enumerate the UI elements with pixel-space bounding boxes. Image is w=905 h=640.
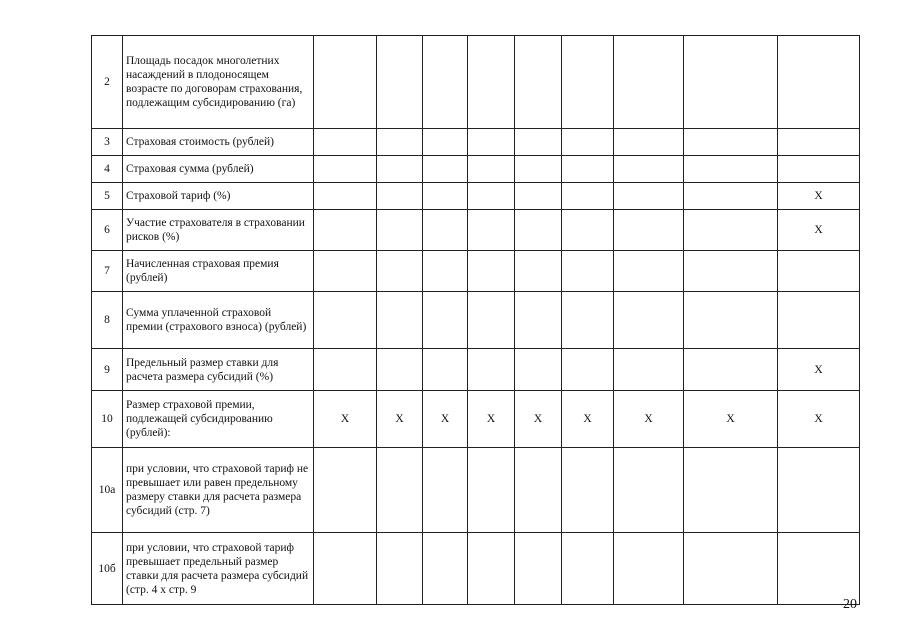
data-cell <box>614 210 684 251</box>
subsidy-calculation-table <box>91 35 860 605</box>
data-cell <box>684 183 778 210</box>
table-row <box>92 349 860 391</box>
row-description: Начисленная страховая премия (рублей) <box>123 251 314 292</box>
data-cell <box>562 129 614 156</box>
data-cell <box>778 129 860 156</box>
data-cell <box>515 251 562 292</box>
page-number: 20 <box>843 597 857 612</box>
data-cell <box>314 36 377 129</box>
table-row <box>92 448 860 533</box>
data-cell: X <box>515 391 562 448</box>
data-cell <box>562 533 614 605</box>
row-number: 8 <box>92 292 123 349</box>
data-cell <box>314 129 377 156</box>
data-cell <box>314 251 377 292</box>
data-cell <box>515 36 562 129</box>
row-description: Участие страхователя в страховании рисков (%) <box>123 210 314 251</box>
data-cell <box>614 183 684 210</box>
data-cell <box>778 533 860 605</box>
table-row <box>92 129 860 156</box>
data-cell <box>515 349 562 391</box>
data-cell <box>614 448 684 533</box>
data-cell <box>423 210 468 251</box>
data-cell <box>468 210 515 251</box>
data-cell <box>314 210 377 251</box>
data-cell <box>423 292 468 349</box>
table-row <box>92 36 860 129</box>
data-cell <box>377 349 423 391</box>
data-cell: X <box>684 391 778 448</box>
row-description: Площадь посадок многолетних насаждений в плодоносящем возрасте по договорам страхования, подлежащим субсидированию (га) <box>123 36 314 129</box>
row-number: 3 <box>92 129 123 156</box>
table-row <box>92 533 860 605</box>
data-cell <box>377 210 423 251</box>
data-cell <box>614 36 684 129</box>
data-cell <box>515 183 562 210</box>
data-cell <box>684 156 778 183</box>
data-cell <box>684 292 778 349</box>
data-cell <box>614 129 684 156</box>
table-row <box>92 391 860 448</box>
data-cell <box>423 129 468 156</box>
data-cell <box>423 533 468 605</box>
data-cell: X <box>377 391 423 448</box>
data-cell <box>562 448 614 533</box>
data-cell <box>468 36 515 129</box>
row-description: Страховая сумма (рублей) <box>123 156 314 183</box>
data-cell: X <box>614 391 684 448</box>
data-cell <box>377 292 423 349</box>
row-description: Предельный размер ставки для расчета размера субсидий (%) <box>123 349 314 391</box>
data-cell <box>684 129 778 156</box>
data-cell: X <box>778 210 860 251</box>
data-cell <box>423 183 468 210</box>
data-cell <box>423 156 468 183</box>
data-cell <box>515 156 562 183</box>
data-cell <box>684 448 778 533</box>
data-cell: X <box>778 183 860 210</box>
data-cell <box>515 210 562 251</box>
data-cell <box>377 156 423 183</box>
data-cell <box>314 448 377 533</box>
data-cell <box>377 533 423 605</box>
table-row <box>92 251 860 292</box>
data-cell <box>468 251 515 292</box>
data-cell <box>614 251 684 292</box>
data-cell <box>377 36 423 129</box>
data-cell <box>377 183 423 210</box>
data-cell <box>614 292 684 349</box>
data-cell: X <box>468 391 515 448</box>
data-cell <box>314 156 377 183</box>
data-cell <box>684 533 778 605</box>
data-cell <box>423 349 468 391</box>
data-cell <box>377 448 423 533</box>
data-cell <box>468 183 515 210</box>
data-cell <box>515 129 562 156</box>
row-description: Страховой тариф (%) <box>123 183 314 210</box>
data-cell <box>562 183 614 210</box>
data-cell <box>314 349 377 391</box>
data-cell <box>778 156 860 183</box>
data-cell: X <box>562 391 614 448</box>
data-cell <box>778 292 860 349</box>
row-number: 10б <box>92 533 123 605</box>
row-description: Страховая стоимость (рублей) <box>123 129 314 156</box>
data-cell <box>468 349 515 391</box>
data-cell <box>778 251 860 292</box>
row-description: Сумма уплаченной страховой премии (страхового взноса) (рублей) <box>123 292 314 349</box>
data-cell <box>562 210 614 251</box>
data-cell <box>468 129 515 156</box>
row-description: при условии, что страховой тариф не превышает или равен предельному размеру ставки для расчета размера субсидий (стр. 7) <box>123 448 314 533</box>
data-cell <box>314 292 377 349</box>
data-cell <box>684 251 778 292</box>
row-number: 5 <box>92 183 123 210</box>
data-cell <box>614 156 684 183</box>
data-cell <box>562 349 614 391</box>
data-cell <box>515 533 562 605</box>
row-number: 6 <box>92 210 123 251</box>
data-cell <box>515 448 562 533</box>
row-number: 2 <box>92 36 123 129</box>
data-cell: X <box>314 391 377 448</box>
data-cell <box>684 210 778 251</box>
data-cell <box>468 156 515 183</box>
data-cell <box>423 448 468 533</box>
data-cell <box>562 36 614 129</box>
row-number: 10 <box>92 391 123 448</box>
data-cell <box>778 36 860 129</box>
data-cell <box>314 183 377 210</box>
table-row <box>92 156 860 183</box>
data-cell <box>562 251 614 292</box>
data-cell <box>468 448 515 533</box>
row-description: при условии, что страховой тариф превышает предельный размер ставки для расчета размера субсидий (стр. 4 х стр. 9 <box>123 533 314 605</box>
row-number: 9 <box>92 349 123 391</box>
data-cell: X <box>778 349 860 391</box>
data-cell <box>684 36 778 129</box>
table-row <box>92 183 860 210</box>
row-number: 10а <box>92 448 123 533</box>
row-description: Размер страховой премии, подлежащей субсидированию (рублей): <box>123 391 314 448</box>
data-cell <box>562 156 614 183</box>
data-cell: X <box>423 391 468 448</box>
table-row <box>92 292 860 349</box>
table-row <box>92 210 860 251</box>
data-cell <box>423 251 468 292</box>
data-cell <box>562 292 614 349</box>
row-number: 4 <box>92 156 123 183</box>
data-cell <box>377 251 423 292</box>
data-cell <box>377 129 423 156</box>
data-cell <box>423 36 468 129</box>
data-cell <box>778 448 860 533</box>
table-body <box>92 36 860 605</box>
data-cell <box>468 533 515 605</box>
data-cell: X <box>778 391 860 448</box>
data-cell <box>515 292 562 349</box>
data-cell <box>684 349 778 391</box>
row-number: 7 <box>92 251 123 292</box>
data-cell <box>314 533 377 605</box>
data-cell <box>614 533 684 605</box>
data-cell <box>468 292 515 349</box>
data-cell <box>614 349 684 391</box>
